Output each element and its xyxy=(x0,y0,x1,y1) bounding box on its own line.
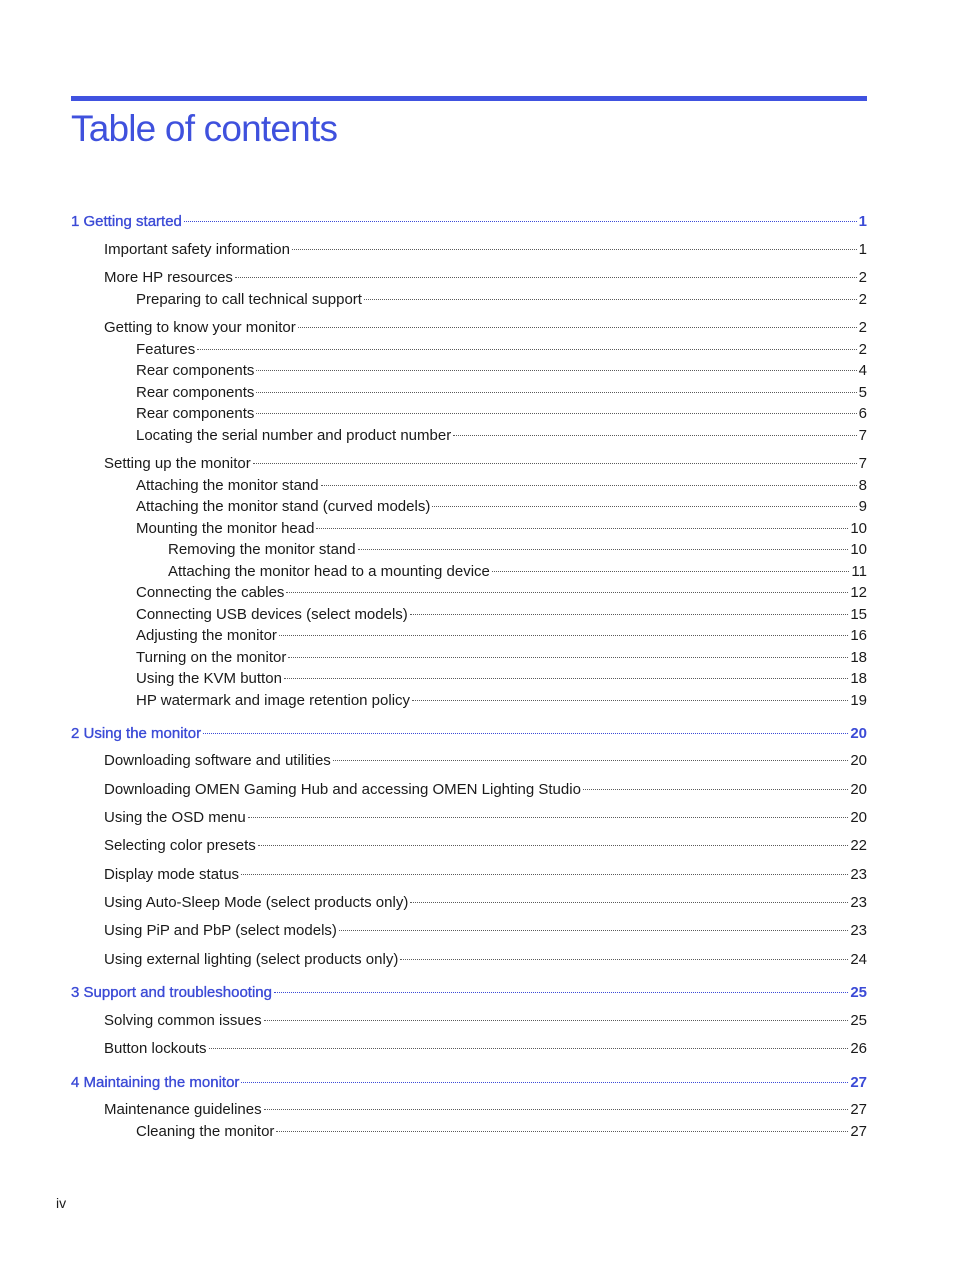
toc-entry-page-number: 7 xyxy=(858,427,867,444)
dot-leader xyxy=(258,845,849,846)
toc-entry-title: Turning on the monitor xyxy=(136,649,287,666)
page-title: Table of contents xyxy=(71,108,338,149)
toc-entry-title: Connecting the cables xyxy=(136,584,285,601)
toc-entry-page-number: 27 xyxy=(850,1074,867,1091)
toc-entry-page-number: 6 xyxy=(858,405,867,422)
toc-entry-page-number: 2 xyxy=(858,341,867,358)
toc-entry[interactable] xyxy=(104,808,867,828)
toc-entry-page-number: 20 xyxy=(850,725,867,742)
toc-chapter-entry[interactable] xyxy=(71,212,867,232)
toc-entry-title: Mounting the monitor head xyxy=(136,520,315,537)
dot-leader xyxy=(279,635,848,636)
toc-entry-page-number: 20 xyxy=(850,752,867,769)
dot-leader xyxy=(256,370,856,371)
dot-leader xyxy=(316,528,848,529)
page-number: iv xyxy=(56,1195,67,1211)
dot-leader xyxy=(492,571,850,572)
toc-entry[interactable] xyxy=(136,1122,867,1142)
toc-entry-title: 4 Maintaining the monitor xyxy=(71,1074,240,1091)
toc-entry-title: Display mode status xyxy=(104,866,240,883)
toc-entry-page-number: 2 xyxy=(858,269,867,286)
dot-leader xyxy=(274,992,848,993)
toc-entry-page-number: 12 xyxy=(850,584,867,601)
dot-leader xyxy=(241,874,848,875)
toc-entry-page-number: 1 xyxy=(858,213,867,230)
toc-entry[interactable] xyxy=(104,836,867,856)
toc-entry-title: Using Auto-Sleep Mode (select products only) xyxy=(104,894,409,911)
toc-entry[interactable] xyxy=(104,751,867,771)
toc-entry-title: More HP resources xyxy=(104,269,233,286)
toc-entry[interactable] xyxy=(104,921,867,941)
toc-entry-title: Maintenance guidelines xyxy=(104,1101,262,1118)
toc-entry-title: Button lockouts xyxy=(104,1040,207,1057)
dot-leader xyxy=(253,463,857,464)
toc-entry-title: Getting to know your monitor xyxy=(104,319,296,336)
toc-entry-page-number: 22 xyxy=(850,837,867,854)
dot-leader xyxy=(410,614,849,615)
toc-entry-title: Connecting USB devices (select models) xyxy=(136,606,408,623)
dot-leader xyxy=(432,506,856,507)
toc-entry[interactable] xyxy=(136,519,867,539)
toc-entry-title: 3 Support and troubleshooting xyxy=(71,984,272,1001)
toc-entry-page-number: 9 xyxy=(858,498,867,515)
toc-entry[interactable] xyxy=(104,950,867,970)
toc-entry[interactable] xyxy=(136,691,867,711)
toc-entry-page-number: 26 xyxy=(850,1040,867,1057)
dot-leader xyxy=(276,1131,848,1132)
toc-entry[interactable] xyxy=(136,476,867,496)
toc-entry[interactable] xyxy=(168,562,867,582)
toc-entry-title: 1 Getting started xyxy=(71,213,182,230)
toc-entry[interactable] xyxy=(104,1100,867,1120)
dot-leader xyxy=(400,959,848,960)
toc-entry-page-number: 7 xyxy=(858,455,867,472)
toc-entry-page-number: 27 xyxy=(850,1101,867,1118)
toc-entry-page-number: 1 xyxy=(858,241,867,258)
dot-leader xyxy=(256,413,856,414)
toc-entry-page-number: 10 xyxy=(850,541,867,558)
toc-entry-page-number: 2 xyxy=(858,319,867,336)
dot-leader xyxy=(235,277,857,278)
toc-entry[interactable] xyxy=(104,1039,867,1059)
toc-entry-title: Selecting color presets xyxy=(104,837,256,854)
toc-entry[interactable] xyxy=(168,540,867,560)
toc-entry[interactable] xyxy=(104,865,867,885)
toc-entry-title: Downloading software and utilities xyxy=(104,752,331,769)
toc-chapter-entry[interactable] xyxy=(71,1073,867,1093)
toc-entry[interactable] xyxy=(136,426,867,446)
toc-entry-page-number: 23 xyxy=(850,894,867,911)
toc-entry[interactable] xyxy=(136,626,867,646)
toc-entry-title: Rear components xyxy=(136,362,255,379)
toc-entry-page-number: 24 xyxy=(850,951,867,968)
toc-entry-page-number: 23 xyxy=(850,922,867,939)
toc-entry-title: Removing the monitor stand xyxy=(168,541,356,558)
dot-leader xyxy=(264,1020,849,1021)
toc-entry[interactable] xyxy=(104,318,867,338)
dot-leader xyxy=(298,327,857,328)
toc-chapter-entry[interactable] xyxy=(71,983,867,1003)
toc-entry-page-number: 16 xyxy=(850,627,867,644)
toc-entry-title: Using the KVM button xyxy=(136,670,282,687)
toc-entry-title: Features xyxy=(136,341,196,358)
toc-entry-title: Adjusting the monitor xyxy=(136,627,277,644)
dot-leader xyxy=(321,485,857,486)
toc-entry-title: Locating the serial number and product number xyxy=(136,427,452,444)
dot-leader xyxy=(412,700,848,701)
toc-entry-title: Rear components xyxy=(136,405,255,422)
toc-entry-page-number: 20 xyxy=(850,781,867,798)
toc-entry-page-number: 11 xyxy=(851,563,867,580)
dot-leader xyxy=(209,1048,849,1049)
dot-leader xyxy=(286,592,848,593)
toc-entry-page-number: 18 xyxy=(850,649,867,666)
dot-leader xyxy=(256,392,856,393)
toc-entry[interactable] xyxy=(104,780,867,800)
toc-entry-page-number: 25 xyxy=(850,1012,867,1029)
toc-entry[interactable] xyxy=(136,383,867,403)
dot-leader xyxy=(284,678,848,679)
toc-entry-page-number: 27 xyxy=(850,1123,867,1140)
dot-leader xyxy=(203,733,848,734)
dot-leader xyxy=(453,435,856,436)
toc-entry[interactable] xyxy=(136,497,867,517)
dot-leader xyxy=(583,789,848,790)
toc-entry-title: HP watermark and image retention policy xyxy=(136,692,411,709)
toc-entry-title: Attaching the monitor head to a mounting device xyxy=(168,563,490,580)
toc-entry-title: Cleaning the monitor xyxy=(136,1123,275,1140)
dot-leader xyxy=(197,349,856,350)
toc-entry-page-number: 18 xyxy=(850,670,867,687)
toc-entry-page-number: 19 xyxy=(850,692,867,709)
toc-entry[interactable] xyxy=(104,268,867,288)
toc-entry-page-number: 25 xyxy=(850,984,867,1001)
toc-entry-page-number: 5 xyxy=(858,384,867,401)
toc-entry[interactable] xyxy=(136,669,867,689)
dot-leader xyxy=(339,930,848,931)
toc-entry-page-number: 15 xyxy=(850,606,867,623)
toc-entry[interactable] xyxy=(136,648,867,668)
dot-leader xyxy=(292,249,857,250)
dot-leader xyxy=(264,1109,849,1110)
dot-leader xyxy=(288,657,848,658)
toc-entry-title: Solving common issues xyxy=(104,1012,262,1029)
toc-entry-title: Downloading OMEN Gaming Hub and accessing OMEN Lighting Studio xyxy=(104,781,581,798)
dot-leader xyxy=(358,549,849,550)
toc-entry[interactable] xyxy=(136,361,867,381)
toc-entry-title: Rear components xyxy=(136,384,255,401)
toc-entry-page-number: 10 xyxy=(850,520,867,537)
toc-entry[interactable] xyxy=(136,583,867,603)
toc-entry-title: Important safety information xyxy=(104,241,290,258)
toc-entry-title: Using external lighting (select products only) xyxy=(104,951,399,968)
toc-entry-title: Preparing to call technical support xyxy=(136,291,362,308)
dot-leader xyxy=(241,1082,848,1083)
toc-entry[interactable] xyxy=(136,290,867,310)
toc-entry[interactable] xyxy=(104,240,867,260)
dot-leader xyxy=(364,299,857,300)
toc-entry[interactable] xyxy=(104,454,867,474)
toc-entry-page-number: 20 xyxy=(850,809,867,826)
toc-entry-page-number: 23 xyxy=(850,866,867,883)
toc-entry-title: Using the OSD menu xyxy=(104,809,246,826)
toc-entry-title: Attaching the monitor stand (curved models) xyxy=(136,498,431,515)
toc-entry-page-number: 8 xyxy=(858,477,867,494)
toc-entry[interactable] xyxy=(136,404,867,424)
dot-leader xyxy=(333,760,849,761)
toc-entry-title: Using PiP and PbP (select models) xyxy=(104,922,337,939)
toc-entry-title: Setting up the monitor xyxy=(104,455,251,472)
toc-entry[interactable] xyxy=(104,1011,867,1031)
toc-entry-page-number: 4 xyxy=(858,362,867,379)
toc-entry[interactable] xyxy=(136,605,867,625)
dot-leader xyxy=(410,902,848,903)
toc-entry-page-number: 2 xyxy=(858,291,867,308)
toc-entry[interactable] xyxy=(136,340,867,360)
dot-leader xyxy=(248,817,849,818)
toc-entry-title: Attaching the monitor stand xyxy=(136,477,319,494)
toc-entry[interactable] xyxy=(104,893,867,913)
dot-leader xyxy=(184,221,857,222)
toc-entry-title: 2 Using the monitor xyxy=(71,725,202,742)
toc-chapter-entry[interactable] xyxy=(71,724,867,744)
